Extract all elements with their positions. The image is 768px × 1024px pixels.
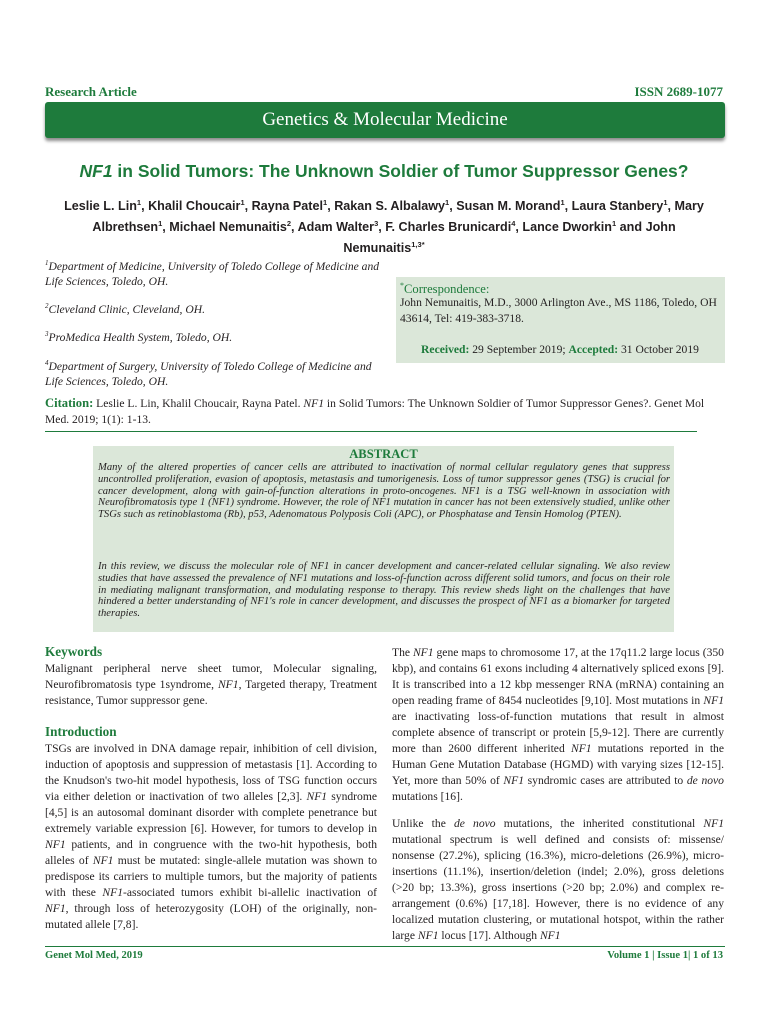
author-name: Michael Nemunaitis — [169, 220, 287, 235]
author-affiliation-sup: 1 — [445, 198, 450, 207]
italic-term: NF1 — [570, 742, 592, 755]
article-title — [30, 161, 738, 182]
introduction-paragraph: TSGs are involved in DNA damage repair, inhibition of cell division, induction of apoptosis and suppression of metastasis [1]. According to the Knudson's two-hit model hypothesis, loss of TSG function occurs via either deletion or inactivation of two alleles [2,3]. NF1 syndrome [4,5] is an autosomal dominant disorder with complete penetrance but extremely variable expression [6]. However, for tumors to develop in NF1 patients, and in congruence with the two-hit hypothesis, both alleles of NF1 must be mutated: single-allele mutation was shown to predispose its carriers to multiple tumors, but the majority of patients with these NF1-associated tumors exhibit bi-allelic inactivation of NF1, through loss of heterozygosity (LOH) of the originally, non-mutated allele [7,8]. — [45, 742, 377, 931]
author-name: Khalil Choucair — [148, 199, 241, 214]
correspondence-address: John Nemunaitis, M.D., 3000 Arlington Ave., MS 1186, Toledo, OH 43614, Tel: 419-383-3718. — [400, 296, 717, 325]
author-affiliation-sup: 1 — [136, 198, 142, 207]
author-name: Mary Albrethsen — [92, 199, 704, 235]
mutation-paragraph: Unlike the de novo mutations, the inherited constitutional NF1 mutational spectrum is well defined and consists of: missense/ nonsense (27.2%), splicing (16.3%), micro-deletions (26.9%), micro-insertions (11.1%), insertion/deletion (indel; 2.0%), gross deletions (>20 bp; 13.3%), gross insertions (>20 bp; 2.0%) and complex re-arrangement (0.6%) [17,18]. However, there is no evidence of any localized mutation clustering, or mutational hotspot, within the rather large NF1 locus [17]. Although NF1 — [392, 817, 725, 942]
accepted-date: 31 October 2019 — [618, 343, 699, 356]
italic-term: NF1 — [703, 817, 725, 830]
keywords-part-end: , Targeted therapy, Treatment resistance, Tumor suppressor gene. — [45, 678, 377, 707]
author-affiliation-sup: 3 — [374, 219, 379, 229]
author-affiliation-sup: 1 — [240, 198, 245, 207]
received-label: Received: — [421, 343, 470, 356]
footer-page-info: Volume 1 | Issue 1| 1 of 13 — [607, 950, 723, 961]
author-name: Rayna Patel — [251, 199, 324, 214]
italic-term: NF1 — [92, 854, 114, 867]
italic-term: NF1 — [45, 902, 66, 915]
affiliation-text: ProMedica Health System, Toledo, OH. — [48, 330, 233, 344]
italic-term: NF1 — [503, 774, 524, 787]
affiliation-2 — [45, 299, 390, 317]
journal-banner: Genetics & Molecular Medicine — [45, 102, 725, 138]
italic-term: NF1 — [412, 646, 434, 659]
author-affiliation-sup: 2 — [286, 219, 292, 229]
affiliation-text: Cleveland Clinic, Cleveland, OH. — [48, 302, 205, 316]
author-name: F. Charles Brunicardi — [385, 220, 512, 235]
author-affiliation-sup: 1 — [663, 198, 668, 207]
citation-label: Citation: — [45, 396, 94, 410]
italic-term: de novo — [686, 774, 724, 787]
keywords-gene: NF1 — [217, 678, 239, 691]
italic-term: NF1 — [102, 886, 124, 899]
affiliation-text: Department of Surgery, University of Toledo College of Medicine and Life Sciences, Toledo, OH. — [45, 359, 372, 388]
italic-term: de novo — [453, 817, 496, 830]
author-affiliation-sup: 1 — [612, 219, 617, 229]
citation-text-end: in Solid Tumors: The Unknown Soldier of Tumor Suppressor Genes?. Genet Mol Med. 2019; 1(1): 1-13. — [45, 397, 705, 426]
italic-term: NF1 — [45, 838, 66, 851]
author-affiliation-sup: 1 — [560, 198, 565, 207]
issn: ISSN 2689-1077 — [634, 84, 723, 99]
divider — [45, 431, 697, 432]
footer-journal: Genet Mol Med, 2019 — [45, 950, 143, 961]
author-name: John Nemunaitis — [343, 220, 676, 256]
affiliation-sup: 4 — [45, 359, 49, 367]
article-type: Research Article — [45, 84, 137, 99]
title-gene: NF1 — [79, 161, 113, 181]
keywords-text — [45, 661, 377, 709]
italic-term: NF1 — [703, 694, 724, 707]
italic-term: NF1 — [306, 790, 328, 803]
citation — [45, 396, 725, 427]
affiliation-sup: 3 — [45, 330, 49, 338]
author-name: Rakan S. Albalawy — [334, 199, 446, 214]
correspondence-star: * — [400, 281, 404, 290]
keywords-heading: Keywords — [45, 644, 103, 659]
introduction-heading: Introduction — [45, 724, 117, 739]
author-name: Leslie L. Lin — [64, 199, 137, 214]
affiliation-3 — [45, 327, 390, 345]
gene-paragraph: The NF1 gene maps to chromosome 17, at the 17q11.2 large locus (350 kbp), and contains 61 exons including 4 alternatively spliced exons [9]. It is transcribed into a 12 kbp messenger RNA (mRNA) containing an open reading frame of 8454 nucleotides [9,10]. Most mutations in NF1 are inactivating loss-of-function mutations that result in almost complete absence of transcript or protein [5,9-12]. There are currently more than 2600 different inherited NF1 mutations reported in the Human Gene Mutation Database (HGMD) with varying sizes [12-15]. Yet, more than 50% of NF1 syndromic cases are attributed to de novo mutations [16]. — [392, 646, 724, 803]
abstract-paragraph-1: Many of the altered properties of cancer cells are attributed to inactivation of normal cellular regulatory genes that suppress uncontrolled proliferation, evasion of apoptosis, metastasis and tumorigenesis. Loss of tumor suppressor genes (TSG) is crucial for cancer development, along with gain-of-function alterations in proto-oncogenes. NF1 is a TSG well-known in association with Neurofibromatosis type 1 (NF1) syndrome. However, the role of NF1 mutation in cancer has not been extensively studied, unlike other TSGs such as retinoblastoma (Rb), p53, Adenomatous Polyposis Coli (APC), or Phosphatase and Tensin Homolog (PTEN). — [98, 462, 670, 521]
correspondence-label: Correspondence: — [404, 282, 490, 297]
abstract-heading: ABSTRACT — [349, 447, 418, 461]
author-list: Leslie L. Lin$^1$, Khalil Choucair$^1$, Rayna Patel$^1$, Rakan S. Albalawy$^1$, Susan M. Morand$^1$, Laura Stanbery$^1$, Mary Albrethsen$^1$, Michael Nemunaitis$^2$, Adam Walter$^3$, F. Charles Brunicardi$^4$, Lance Dworkin$^1$ and John Nemunaitis$^{1,3*}$ — [64, 198, 704, 256]
article-dates — [400, 343, 720, 356]
author-name: Adam Walter — [297, 220, 375, 235]
italic-term: NF1 — [539, 929, 561, 942]
received-date: 29 September 2019; — [469, 343, 569, 356]
affiliation-sup: 1 — [45, 259, 49, 267]
author-affiliation-sup: 1 — [323, 198, 328, 207]
abstract-paragraph-2: In this review, we discuss the molecular role of NF1 in cancer development and cancer-related cellular signaling. We also review studies that have assessed the prevalence of NF1 mutations and loss-of-function across different solid tumors, and focus on their role in mediating malignant transformation, and modulating response to therapy. This review sheds light on the challenges that have hindered a better understanding of NF1's role in cancer development, and discusses the prospect of NF1 as a biomarker for targeted therapies. — [98, 561, 670, 620]
author-name: Lance Dworkin — [522, 220, 612, 235]
keywords-part: Malignant peripheral nerve sheet tumor, Molecular signaling, Neurofibromatosis type 1syndrome, — [45, 662, 377, 691]
affiliation-4 — [45, 356, 390, 389]
author-affiliation-sup: 1,3* — [411, 240, 425, 250]
author-affiliation-sup: 4 — [511, 219, 516, 229]
citation-gene: NF1 — [303, 397, 325, 410]
affiliation-sup: 2 — [45, 302, 49, 310]
footer-divider — [45, 946, 725, 947]
affiliation-1 — [45, 256, 390, 289]
title-text: in Solid Tumors: The Unknown Soldier of Tumor Suppressor Genes? — [112, 161, 689, 181]
author-name: Susan M. Morand — [456, 199, 561, 214]
author-affiliation-sup: 1 — [158, 219, 163, 229]
author-name: Laura Stanbery — [571, 199, 664, 214]
accepted-label: Accepted: — [568, 343, 619, 356]
affiliation-text: Department of Medicine, University of Toledo College of Medicine and Life Sciences, Toledo, OH. — [45, 259, 380, 288]
citation-text: Leslie L. Lin, Khalil Choucair, Rayna Patel. — [93, 397, 304, 410]
italic-term: NF1 — [417, 929, 439, 942]
